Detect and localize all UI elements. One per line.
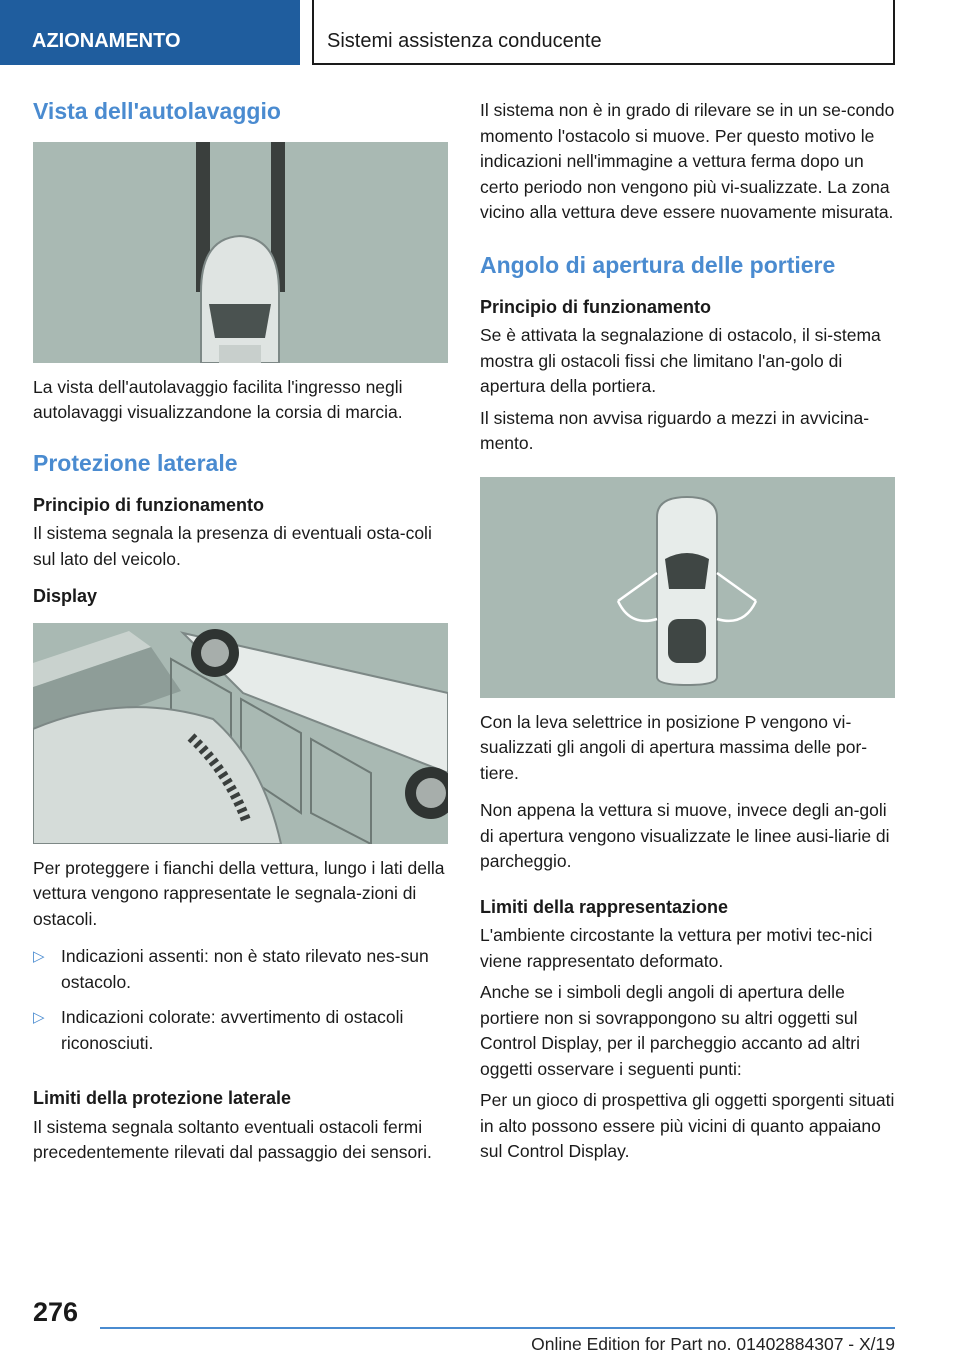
list-item — [33, 944, 448, 995]
right-column — [480, 98, 895, 1177]
section-tab — [0, 0, 300, 65]
footer-edition: Online Edition for Part no. 01402884307 - X/19 — [531, 1334, 895, 1354]
paragraph-door-principle-2: Il sistema non avvisa riguardo a mezzi in avvicina-mento. — [480, 407, 870, 454]
subheading-representation-limits: Limiti della rappresentazione — [480, 896, 729, 917]
triangle-bullet-icon: ▷ — [33, 1009, 45, 1027]
footer-divider — [100, 1327, 895, 1329]
paragraph-representation-limits-3: Per un gioco di prospettiva gli oggetti sporgenti situati in alto possono essere più vicini di quanto appaiano sul Control Display. — [480, 1090, 895, 1162]
triangle-bullet-icon: ▷ — [33, 948, 45, 966]
paragraph-principle: Il sistema segnala la presenza di eventuali osta-coli sul lato del veicolo. — [33, 523, 432, 569]
side-protection-display-image — [33, 623, 448, 844]
chapter-tab — [312, 0, 895, 65]
paragraph-door-principle-1: Se è attivata la segnalazione di ostacolo, il si-stema mostra gli ostacoli fissi che limitano l'an-golo di apertura della portiera. — [480, 325, 881, 397]
list-item — [33, 1005, 448, 1056]
subheading-side-limits: Limiti della protezione laterale — [33, 1088, 292, 1109]
heading-car-wash-view: Vista dell'autolavaggio — [33, 98, 281, 124]
paragraph-display: Per proteggere i fianchi della vettura, lungo i lati della vettura vengono rappresentate le segnala-zioni di ostacoli. — [33, 857, 445, 929]
page-number: 276 — [33, 1297, 79, 1327]
indication-list — [33, 944, 448, 1056]
paragraph-vehicle-moving: Non appena la vettura si muove, invece degli an-goli di apertura vengono visualizzate le linee ausi-liarie di parcheggio. — [480, 800, 890, 872]
paragraph-car-wash: La vista dell'autolavaggio facilita l'ingresso negli autolavaggi visualizzandone la corsia di marcia. — [33, 376, 403, 423]
chapter-title: Sistemi assistenza conducente — [327, 30, 602, 52]
list-item-text: Indicazioni assenti: non è stato rilevato nes-sun ostacolo. — [61, 946, 429, 992]
paragraph-selector-lever: Con la leva selettrice in posizione P vengono vi-sualizzati gli angoli di apertura massima delle por-tiere. — [480, 711, 868, 783]
door-opening-angle-image — [480, 477, 895, 698]
paragraph-side-limits: Il sistema segnala soltanto eventuali ostacoli fermi precedentemente rilevati dal passaggio dei sensori. — [33, 1116, 432, 1163]
paragraph-intro: Il sistema non è in grado di rilevare se in un se-condo momento l'ostacolo si muove. Per questo motivo le indicazioni nell'immagine a vettura ferma dopo un certo periodo non vengono più vi-sualizzate. La zona vicino alla vettura deve essere nuovamente misurata. — [480, 100, 895, 222]
subheading-principle: Principio di funzionamento — [33, 495, 264, 516]
list-item-text: Indicazioni colorate: avvertimento di ostacoli riconosciuti. — [61, 1007, 404, 1053]
section-title: AZIONAMENTO — [32, 30, 181, 52]
left-column — [33, 98, 448, 1178]
paragraph-representation-limits-1: L'ambiente circostante la vettura per motivi tec-nici viene rappresentato deformato. — [480, 925, 873, 971]
subheading-display: Display — [33, 586, 98, 607]
paragraph-representation-limits-2: Anche se i simboli degli angoli di apertura delle portiere non si sovrappongono su altri oggetti sul Control Display, per il parcheggio accanto ad altri oggetti osservare i seguenti punti: — [480, 982, 861, 1079]
subheading-door-principle: Principio di funzionamento — [480, 297, 711, 318]
car-wash-view-image — [33, 142, 448, 363]
heading-door-angle: Angolo di apertura delle portiere — [480, 251, 836, 278]
heading-side-protection: Protezione laterale — [33, 449, 238, 476]
